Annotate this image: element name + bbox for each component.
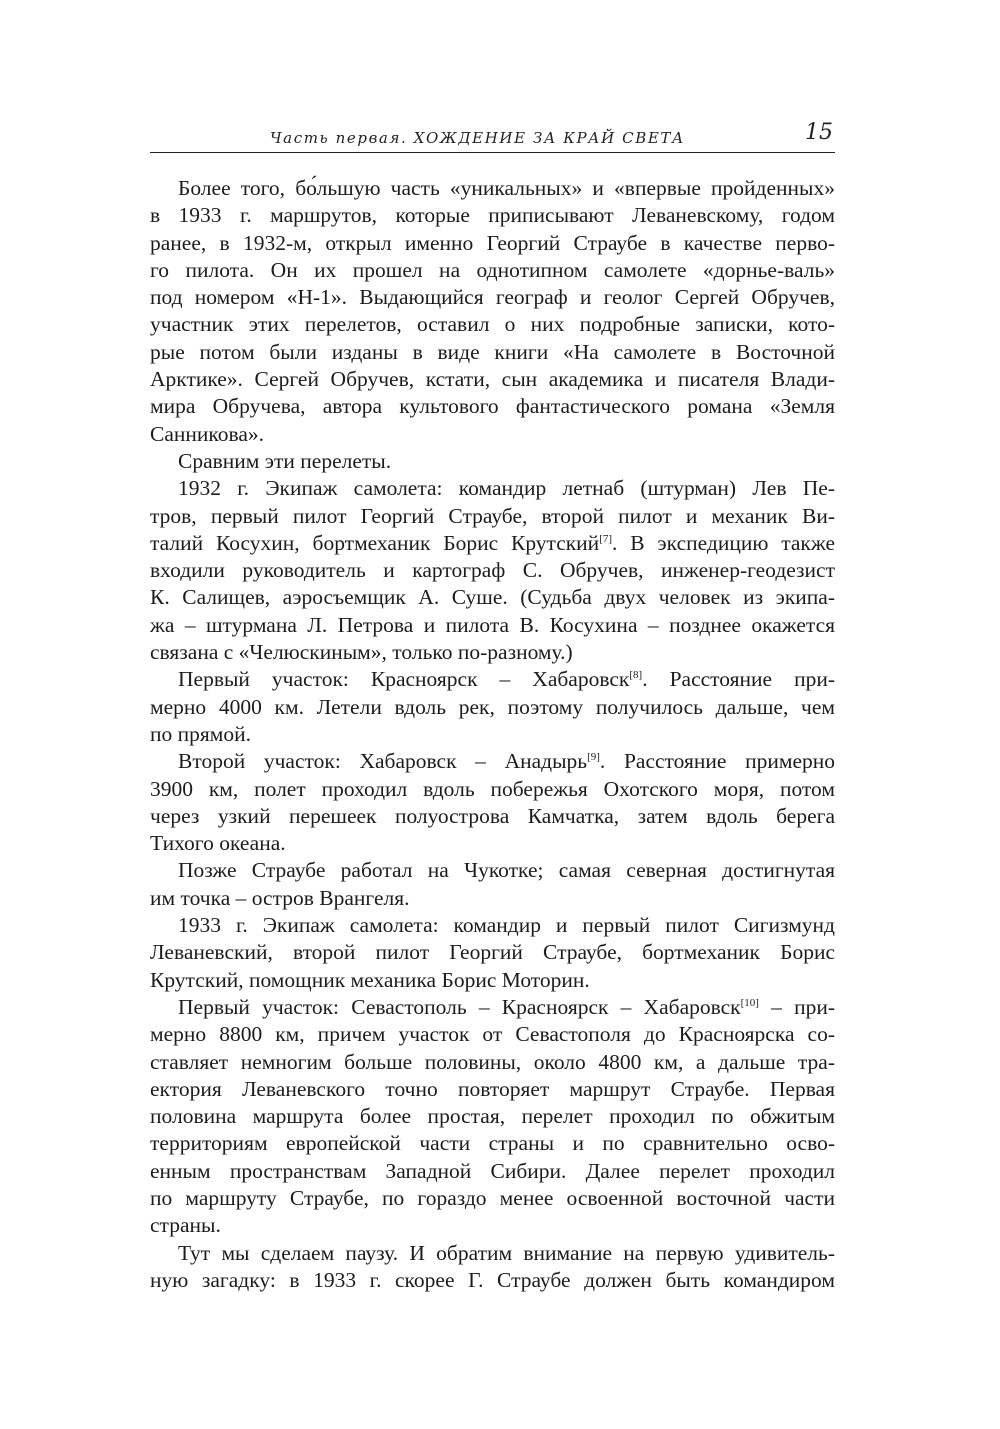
paragraph bbox=[150, 857, 835, 912]
text-line: Сравним эти перелеты. bbox=[178, 448, 392, 473]
text-line: мира Обручева, автора культового фантастического романа «Земля bbox=[150, 394, 835, 419]
text-line: го пилота. Он их прошел на однотипном самолете «дорнье-валь» bbox=[150, 257, 835, 282]
text-line: Арктике». Сергей Обручев, кстати, сын академика и писателя Влади- bbox=[150, 367, 835, 392]
footnote-reference[interactable]: [10] bbox=[740, 996, 759, 1009]
text-line: Первый участок: Красноярск – Хабаровск[8]. Расстояние при- bbox=[178, 667, 835, 692]
paragraph bbox=[150, 666, 835, 748]
text-line: входили руководитель и картограф С. Обручев, инженер-геодезист bbox=[150, 558, 835, 583]
text-line: территориям европейской части страны и по сравнительно осво- bbox=[150, 1131, 835, 1156]
text-line: ную загадку: в 1933 г. скорее Г. Страубе должен быть командиром bbox=[150, 1267, 835, 1292]
text-line: мерно 8800 км, причем участок от Севастополя до Красноярска со- bbox=[150, 1022, 835, 1047]
text-line: Тихого океана. bbox=[150, 831, 286, 856]
text-line: Леваневский, второй пилот Георгий Страубе, бортмеханик Борис bbox=[150, 940, 835, 965]
text-line: в 1933 г. маршрутов, которые приписывают Леваневскому, годом bbox=[150, 203, 835, 228]
text-line: участник этих перелетов, оставил о них подробные записки, кото- bbox=[150, 312, 835, 337]
paragraph bbox=[150, 748, 835, 857]
body-text bbox=[150, 175, 835, 1294]
text-line: Первый участок: Севастополь – Красноярск – Хабаровск[10] – при- bbox=[178, 994, 835, 1019]
text-line: мерно 4000 км. Летели вдоль рек, поэтому получилось дальше, чем bbox=[150, 694, 835, 719]
text-line: Санникова». bbox=[150, 421, 265, 446]
text-line: связана с «Челюскиным», только по-разному.) bbox=[150, 640, 573, 665]
text-line: талий Косухин, бортмеханик Борис Крутский[7]. В экспедицию также bbox=[150, 530, 835, 555]
text-line: 1933 г. Экипаж самолета: командир и первый пилот Сигизмунд bbox=[178, 913, 835, 938]
footnote-reference[interactable]: [8] bbox=[629, 669, 643, 682]
text-line: 1932 г. Экипаж самолета: командир летнаб (штурман) Лев Пе- bbox=[178, 476, 835, 501]
text-line: ставляет немногим больше половины, около 4800 км, а дальше тра- bbox=[150, 1049, 835, 1074]
text-line: по маршруту Страубе, по гораздо менее освоенной восточной части bbox=[150, 1185, 835, 1210]
text-line: половина маршрута более простая, перелет проходил по обжитым bbox=[150, 1104, 835, 1129]
paragraph bbox=[150, 475, 835, 666]
paragraph bbox=[150, 1240, 835, 1295]
paragraph bbox=[150, 175, 835, 448]
text-line: 3900 км, полет проходил вдоль побережья Охотского моря, потом bbox=[150, 776, 835, 801]
page-number: 15 bbox=[805, 120, 833, 145]
text-line: Позже Страубе работал на Чукотке; самая северная достигнутая bbox=[178, 858, 835, 883]
text-line: тров, первый пилот Георгий Страубе, второй пилот и механик Ви- bbox=[150, 503, 835, 528]
paragraph bbox=[150, 448, 835, 475]
running-header bbox=[150, 118, 835, 153]
text-line: енным пространствам Западной Сибири. Далее перелет проходил bbox=[150, 1158, 835, 1183]
paragraph bbox=[150, 912, 835, 994]
text-line: им точка – остров Врангеля. bbox=[150, 885, 410, 910]
text-line: страны. bbox=[150, 1213, 221, 1238]
text-line: рые потом были изданы в виде книги «На самолете в Восточной bbox=[150, 339, 835, 364]
footnote-reference[interactable]: [7] bbox=[599, 532, 613, 545]
text-line: по прямой. bbox=[150, 721, 252, 746]
text-line: Второй участок: Хабаровск – Анадырь[9]. Расстояние примерно bbox=[178, 749, 836, 774]
text-line: под номером «Н-1». Выдающийся географ и геолог Сергей Обручев, bbox=[150, 285, 835, 310]
text-line: ектория Леваневского точно повторяет маршрут Страубе. Первая bbox=[150, 1076, 835, 1101]
text-line: ранее, в 1932-м, открыл именно Георгий Страубе в качестве перво- bbox=[150, 230, 835, 255]
text-line: через узкий перешеек полуострова Камчатка, затем вдоль берега bbox=[150, 803, 835, 828]
paragraph bbox=[150, 994, 835, 1240]
text-line: жа – штурмана Л. Петрова и пилота В. Косухина – позднее окажется bbox=[150, 612, 835, 637]
text-line: Тут мы сделаем паузу. И обратим внимание на первую удивитель- bbox=[178, 1240, 835, 1265]
text-line: Более того, бо́льшую часть «уникальных» и «впервые пройденных» bbox=[178, 176, 835, 200]
running-title: Часть первая. ХОЖДЕНИЕ ЗА КРАЙ СВЕТА bbox=[269, 129, 685, 147]
text-line: К. Салищев, аэросъемщик А. Суше. (Судьба двух человек из экипа- bbox=[150, 585, 835, 610]
text-line: Крутский, помощник механика Борис Моторин. bbox=[150, 967, 590, 992]
footnote-reference[interactable]: [9] bbox=[587, 751, 600, 764]
